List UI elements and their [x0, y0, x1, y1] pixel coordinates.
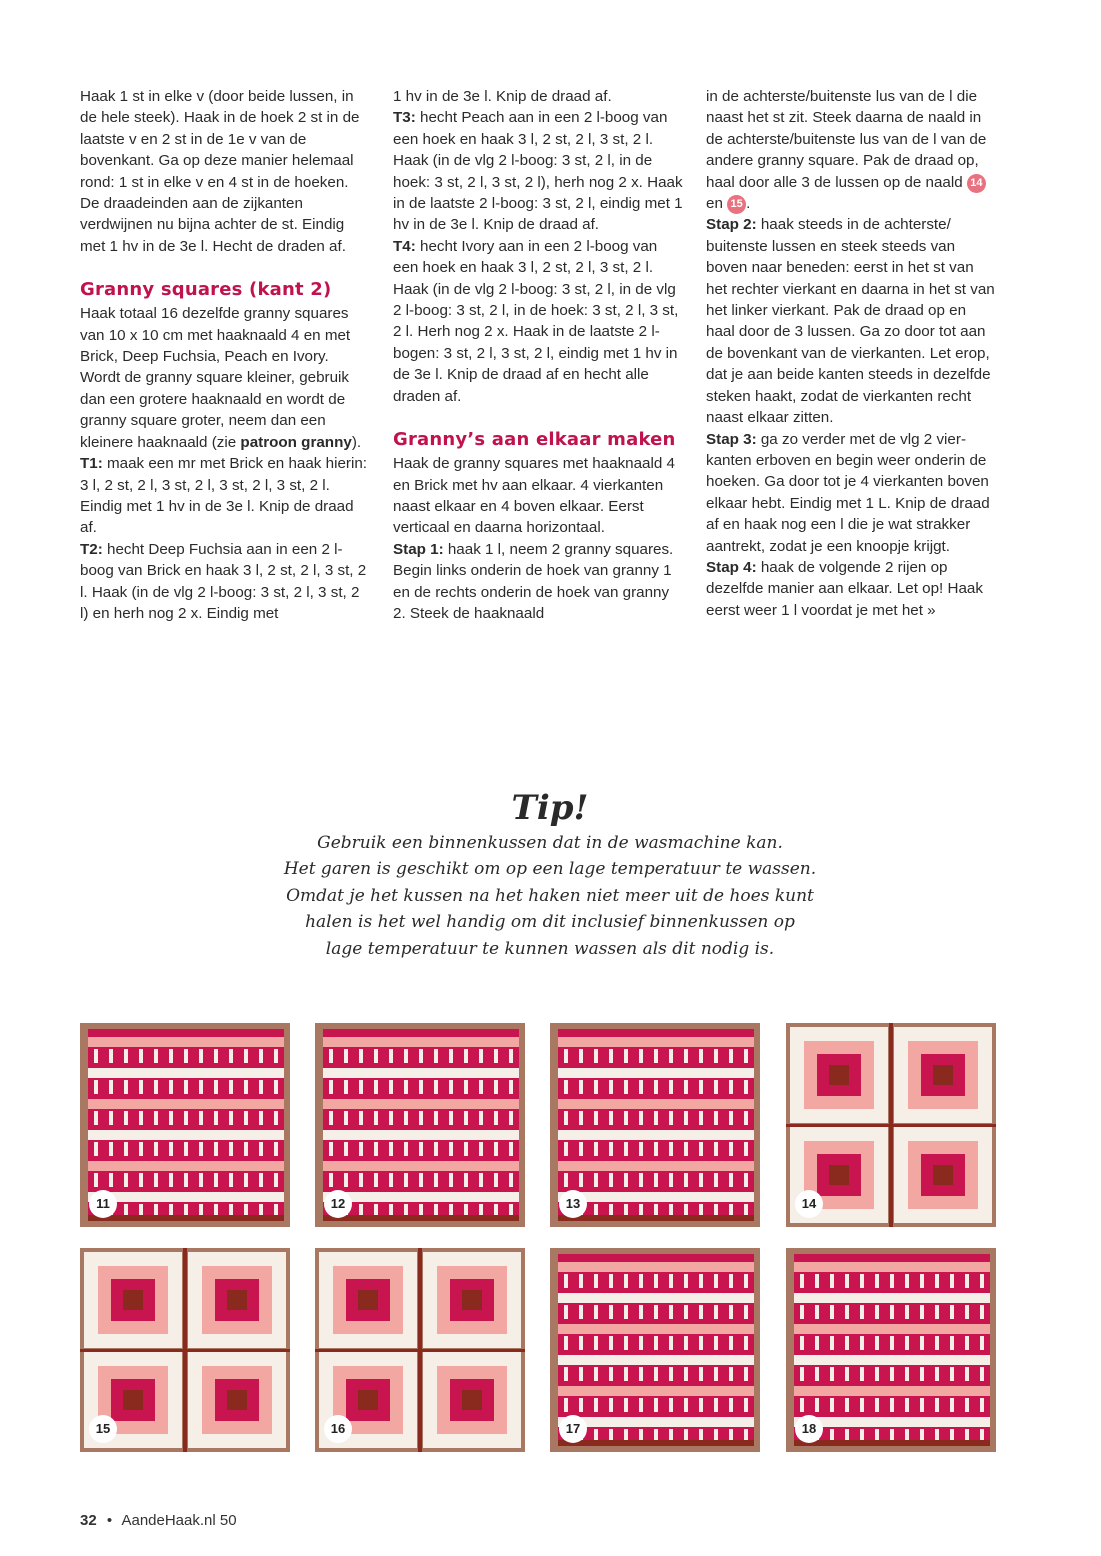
- photo-number: 18: [795, 1415, 823, 1443]
- text-column-1: [80, 86, 372, 624]
- step-photo-12: [315, 1023, 525, 1227]
- photo-number: 12: [324, 1190, 352, 1218]
- tip-box: [200, 786, 900, 962]
- paragraph: Haak 1 st in elke v (door beide lussen, in de hele steek). Haak in de hoek 2 st in de laatste v en 2 st in de 1e v van de bovenkant. Ga op deze manier helemaal rond: 1 st in elke v en 4 st in de hoeken. De draadeinden aan de zijkanten verdwijnen nu bijna achter de st. Eindig met 1 hv in de 3e l. Hecht de draden af.: [80, 88, 360, 255]
- instruction-t4: T4: hecht Ivory aan in een 2 l-boog van een hoek en haak 3 l, 2 st, 2 l, 3 st, 2 l. Haak (in de vlg 2 l-boog: 3 st, 2 l, in de vlg 2 l-boog: 3 st, 2 l, in de hoek: 3 st, 2 l, 3 st, 2 l. Herh nog 2 x. Haak in de laatste 2 l-bogen: 3 st, 2 l, 3 st, 2 l, eindig met 1 hv in de 3e l. Knip de draad af en hecht alle draden af.: [393, 237, 679, 405]
- section-heading-join: Granny’s aan elkaar maken: [393, 429, 676, 451]
- photo-number: 11: [89, 1190, 117, 1218]
- tip-title: Tip!: [511, 788, 589, 828]
- magazine-name: AandeHaak.nl 50: [121, 1512, 237, 1529]
- step-photo-17: [550, 1248, 760, 1452]
- photo-ref-badge: 14: [967, 174, 986, 193]
- paragraph: Haak totaal 16 dezelfde granny squares van 10 x 10 cm met haaknaald 4 en met Brick, Deep Fuchsia, Peach en Ivory. Wordt de granny square kleiner, gebruik dan een grotere haaknaald en wordt de granny square groter, neem dan een kleinere haaknaald (zie patroon granny).: [80, 305, 362, 451]
- page-footer: [80, 1512, 237, 1529]
- paragraph: 1 hv in de 3e l. Knip de draad af.: [393, 88, 612, 105]
- tip-line: halen is het wel handig om dit inclusief binnenkussen op: [305, 912, 795, 933]
- tip-line: Omdat je het kussen na het haken niet meer uit de hoes kunt: [286, 885, 814, 906]
- instruction-t2: T2: hecht Deep Fuchsia aan in een 2 l-boog van Brick en haak 3 l, 2 st, 2 l, 3 st, 2 l. Haak (in de vlg 2 l-boog: 3 st, 2 l, 3 st, 2 l) en herh nog 2 x. Eindig met: [80, 540, 367, 622]
- photo-number: 16: [324, 1415, 352, 1443]
- tip-line: Het garen is geschikt om op een lage temperatuur te wassen.: [283, 859, 817, 880]
- instruction-stap-3: Stap 3: ga zo verder met de vlg 2 vierkanten erboven en begin weer onderin de hoeken. Ga door tot je 4 vierkanten boven elkaar hebt. Eindig met 1 L. Knip de draad af en haak nog een l die je wat strakker aantrekt, zodat je een knoopje krijgt.: [706, 430, 990, 555]
- photo-number: 13: [559, 1190, 587, 1218]
- photo-number: 17: [559, 1415, 587, 1443]
- step-photo-13: [550, 1023, 760, 1227]
- text-column-2: [393, 86, 685, 624]
- step-photo-15: [80, 1248, 290, 1452]
- footer-bullet: •: [106, 1512, 113, 1529]
- tip-line: lage temperatuur te kunnen wassen als dit nodig is.: [325, 938, 775, 959]
- instruction-stap-1: Stap 1: haak 1 l, neem 2 granny squares. Begin links onderin de hoek van granny 1 en de rechts onderin de hoek van granny 2. Steek de haaknaald: [393, 540, 674, 622]
- instruction-stap-2: Stap 2: haak steeds in de achterste/ buitenste lussen en steek steeds van boven naar beneden: eerst in het st van het rechter vierkant en daarna in het st van het linker vierkant. Pak de draad op en haal door de 3 lussen. Ga zo door tot aan de bovenkant van de vierkanten. Let erop, dat je aan beide kanten steeds in dezelfde steken haakt, zodat de vierkanten recht naast elkaar zitten.: [706, 216, 995, 427]
- photo-ref-badge: 15: [727, 195, 746, 214]
- paragraph: Haak de granny squares met haaknaald 4 en Brick met hv aan elkaar. 4 vierkanten naast elkaar en 4 boven elkaar. Eerst verticaal en daarna horizontaal.: [393, 455, 675, 537]
- instruction-stap-4: Stap 4: haak de volgende 2 rijen op dezelfde manier aan elkaar. Let op! Haak eerst weer 1 l voordat je met het »: [706, 558, 983, 619]
- page-number: 32: [80, 1512, 97, 1529]
- photo-number: 14: [795, 1190, 823, 1218]
- tip-line: Gebruik een binnenkussen dat in de wasmachine kan.: [317, 833, 783, 853]
- text-column-3: [706, 86, 998, 621]
- step-photo-14: [786, 1023, 996, 1227]
- instruction-t1: T1: maak een mr met Brick en haak hierin: 3 l, 2 st, 2 l, 3 st, 2 l, 3 st, 2 l, 3 st, 2 l. Eindig met 1 hv in de 3e l. Knip de draad af.: [80, 455, 367, 537]
- photo-number: 15: [89, 1415, 117, 1443]
- step-photo-11: [80, 1023, 290, 1227]
- section-heading-granny-squares: Granny squares (kant 2): [80, 279, 332, 301]
- paragraph: in de achterste/buitenste lus van de l die naast het st zit. Steek daarna de naald in de achterste/buitenste lus van de l van de andere granny square. Pak de draad op, haal door alle 3 de lussen op de naald 14 en 15 .: [706, 88, 987, 213]
- step-photo-16: [315, 1248, 525, 1452]
- instruction-t3: T3: hecht Peach aan in een 2 l-boog van een hoek en haak 3 l, 2 st, 2 l, 3 st, 2 l. Haak (in de vlg 2 l-boog: 3 st, 2 l, in de hoek: 3 st, 2 l, 3 st, 2 l), herh nog 2 x. Haak in de laatste 2 l-boog: 3 st, 2 l, eindig met 1 hv in de 3e l. Knip de draad af.: [393, 109, 683, 234]
- step-photo-18: [786, 1248, 996, 1452]
